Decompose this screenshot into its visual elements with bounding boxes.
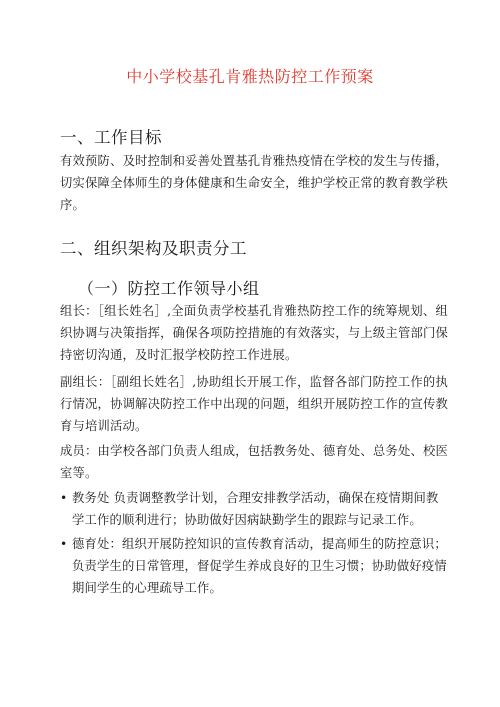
subsection-heading-leading-group: （一）防控工作领导小组: [78, 279, 260, 298]
paragraph-deputy-leader: 副组长：［副组长姓名］,协助组长开展工作，监督各部门防控工作的执行情况，协调解决防控工作中出现的问题，组织开展防控工作的宣传教育与培训活动。: [60, 375, 448, 433]
bullet-marker: •: [60, 537, 68, 551]
paragraph-leader: 组长：［组长姓名］,全面负责学校基孔肯雅热防控工作的统筹规划、组织协调与决策指挥，确保各项防控措施的有效落实，与上级主管部门保持密切沟通，及时汇报学校防控工作进展。: [60, 304, 448, 362]
list-item-academic-affairs: [60, 487, 448, 531]
document-title: 中小学校基孔肯雅热防控工作预案: [126, 67, 374, 86]
list-item-moral-education: [60, 533, 448, 599]
section-heading-organization: 二、组织架构及职责分工: [60, 239, 247, 258]
paragraph-members: 成员：由学校各部门负责人组成，包括教务处、德育处、总务处、校医室等。: [60, 444, 448, 480]
section-body-goals: 有效预防、及时控制和妥善处置基孔肯雅热疫情在学校的发生与传播，切实保障全体师生的身体健康和生命安全，维护学校正常的教育教学秩序。: [60, 154, 448, 212]
list-item-text: 德育处：组织开展防控知识的宣传教育活动，提高师生的防控意识；负责学生的日常管理，督促学生养成良好的卫生习惯；协助做好疫情期间学生的心理疏导工作。: [72, 537, 447, 595]
bullet-marker: •: [60, 491, 68, 505]
section-heading-goals: 一、工作目标: [60, 128, 162, 147]
list-item-text: 教务处 负责调整教学计划，合理安排教学活动，确保在疫情期间教学工作的顺利进行；协助做好因病缺勤学生的跟踪与记录工作。: [72, 491, 439, 527]
